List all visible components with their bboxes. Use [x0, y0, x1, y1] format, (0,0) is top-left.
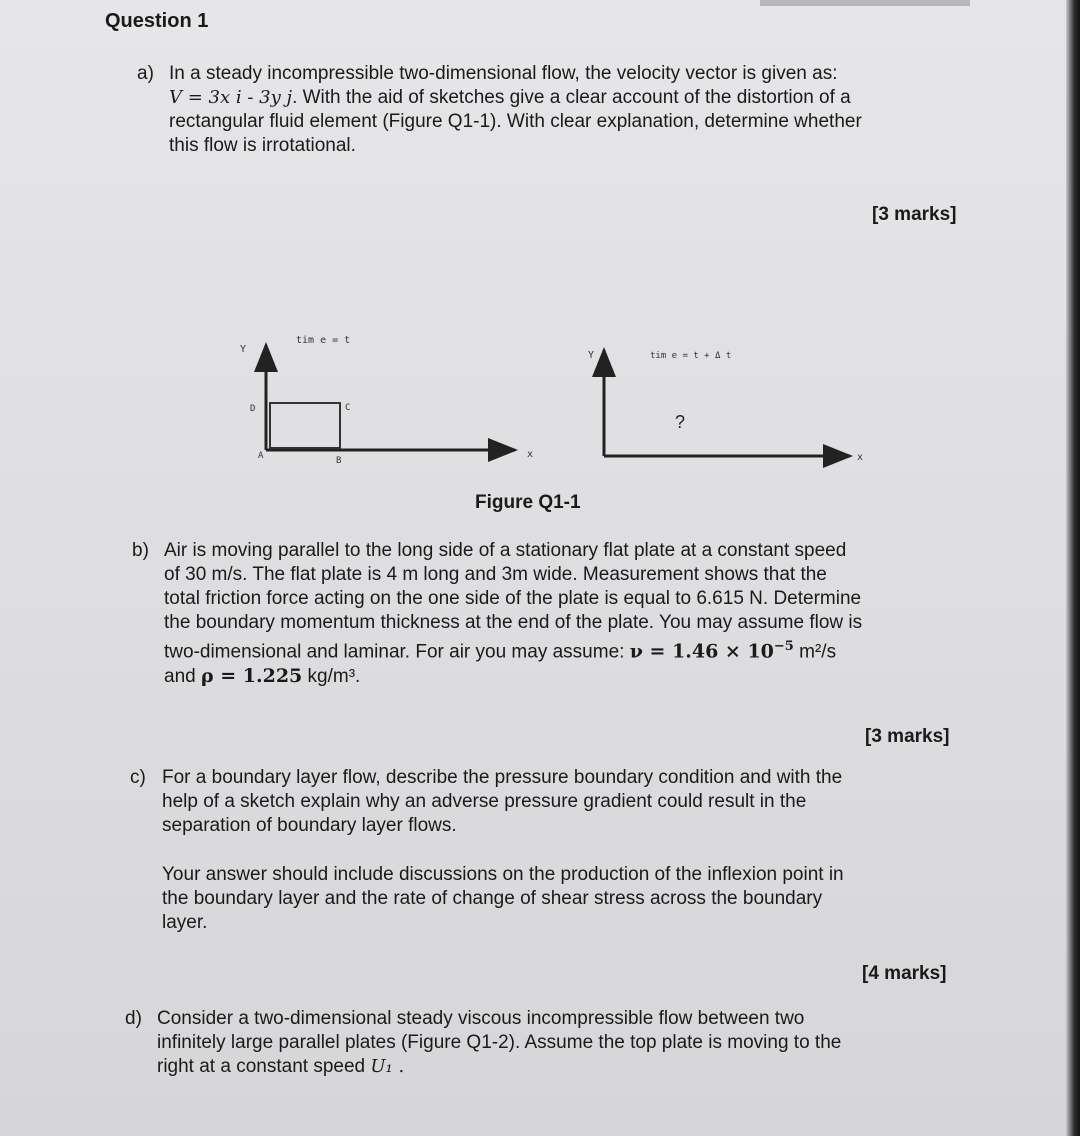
rho-unit: kg/m³.	[307, 666, 361, 688]
part-b-line-6-start: and	[164, 666, 196, 688]
part-c-line-2: help of a sketch explain why an adverse pressure gradient could result in the	[162, 791, 807, 812]
part-d-line-1: Consider a two-dimensional steady viscous incompressible flow between two	[157, 1008, 805, 1029]
right-time-label: tim e = t + Δ t	[650, 351, 732, 361]
sketch-time-t-plus-dt	[588, 350, 863, 463]
part-b-line-6	[164, 664, 862, 689]
part-b-line-5-start: two-dimensional and laminar. For air you may assume:	[164, 641, 625, 663]
part-a-line-1: In a steady incompressible two-dimensional flow, the velocity vector is given as:	[169, 63, 838, 84]
unknown-shape-mark: ?	[675, 412, 686, 432]
left-y-label: Y	[240, 344, 247, 355]
part-c-spacer	[162, 838, 844, 863]
part-c-line-3: separation of boundary layer flows.	[162, 815, 457, 836]
part-b-marks: [3 marks]	[865, 726, 950, 747]
nu-expression: ν = 1.46 × 10	[629, 640, 774, 663]
nu-exponent: −5	[773, 639, 794, 654]
part-b-text	[164, 539, 862, 689]
part-a-marks: [3 marks]	[872, 204, 957, 225]
part-b-line-3: total friction force acting on the one side of the plate is equal to 6.615 N. Determine	[164, 588, 862, 609]
part-c-para2-line-3: layer.	[162, 912, 208, 933]
part-d-label: d)	[125, 1008, 142, 1029]
part-c-text	[162, 766, 844, 935]
left-time-label: tim e = t	[296, 335, 351, 346]
part-b-line-1: Air is moving parallel to the long side of a stationary flat plate at a constant speed	[164, 540, 847, 561]
rho-expression: ρ = 1.225	[200, 665, 303, 688]
part-b-line-2: of 30 m/s. The flat plate is 4 m long and 3m wide. Measurement shows that the	[164, 564, 827, 585]
sketch-time-t	[240, 335, 533, 466]
part-a-line-3: rectangular fluid element (Figure Q1-1). With clear explanation, determine whether	[169, 111, 862, 132]
part-d-line-2: infinitely large parallel plates (Figure Q1-2). Assume the top plate is moving to the	[157, 1032, 842, 1053]
corner-a-label: A	[258, 451, 264, 461]
part-b-line-4: the boundary momentum thickness at the end of the plate. You may assume flow is	[164, 612, 863, 633]
top-plate-speed: U₁ .	[370, 1056, 405, 1077]
part-b-line-5	[164, 635, 862, 664]
part-c-line-1: For a boundary layer flow, describe the pressure boundary condition and with the	[162, 767, 843, 788]
velocity-equation: V = 3x i - 3y j	[169, 87, 293, 108]
nu-unit: m²/s	[799, 641, 837, 663]
part-b-label: b)	[132, 540, 149, 561]
part-c-para2-line-1: Your answer should include discussions on the production of the inflexion point in	[162, 864, 844, 885]
part-a-label: a)	[137, 63, 154, 84]
part-c-label: c)	[130, 767, 146, 788]
right-x-label: x	[857, 452, 864, 463]
corner-c-label: C	[345, 403, 351, 413]
left-x-label: x	[527, 449, 534, 460]
part-c-marks: [4 marks]	[862, 963, 947, 984]
question-title: Question 1	[105, 10, 209, 32]
corner-b-label: B	[336, 456, 342, 466]
right-y-label: Y	[588, 350, 595, 361]
corner-d-label: D	[250, 404, 256, 414]
part-d-line-3	[157, 1055, 841, 1079]
part-d-text	[157, 1007, 841, 1079]
part-a-line-2-rest: . With the aid of sketches give a clear account of the distortion of a	[292, 87, 851, 108]
part-c-para2-line-2: the boundary layer and the rate of change of shear stress across the boundary	[162, 888, 823, 909]
figure-caption: Figure Q1-1	[475, 492, 581, 513]
part-d-line-3-start: right at a constant speed	[157, 1056, 366, 1077]
fluid-element-rectangle	[270, 403, 340, 448]
part-a-line-4: this flow is irrotational.	[169, 135, 356, 156]
